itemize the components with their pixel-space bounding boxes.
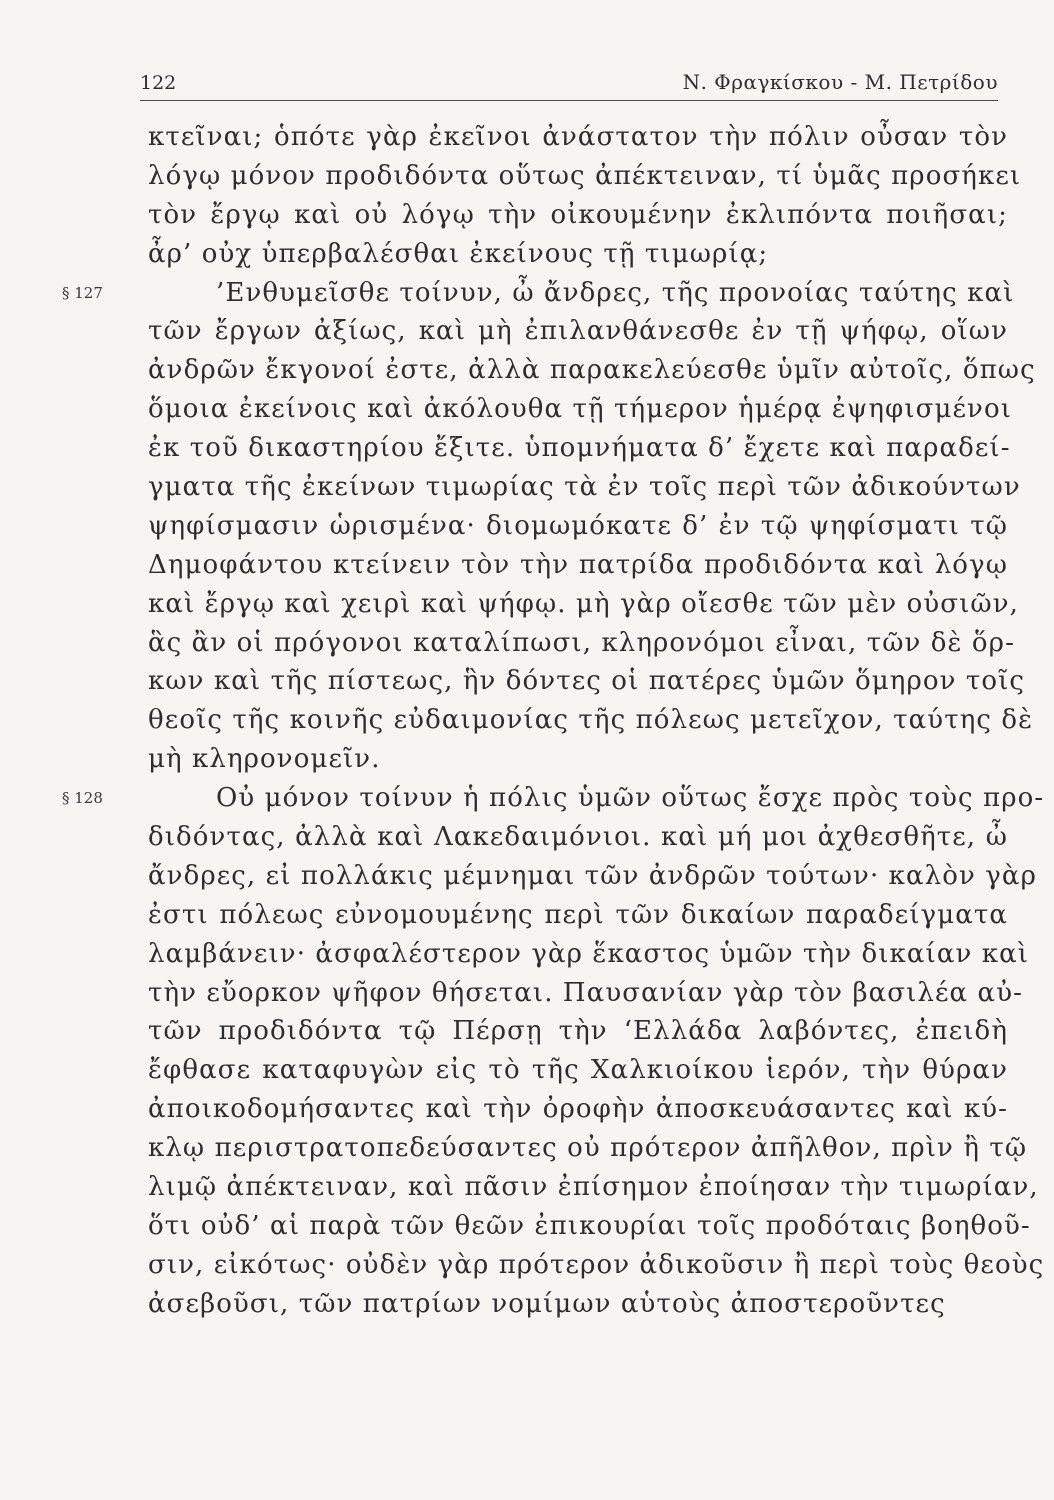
- text-line: κων καὶ τῆς πίστεως, ἣν δόντες οἱ πατέρες ὑμῶν ὅμηρον τοῖς: [148, 666, 1026, 697]
- text-line: ψηφίσμασιν ὡρισμένα· διομωμόκατε δ’ ἐν τῷ ψηφίσματι τῷ: [148, 510, 1008, 541]
- text-line: ’Ενθυμεῖσθε τοίνυν, ὦ ἄνδρες, τῆς προνοίας ταύτης καὶ: [216, 277, 1015, 308]
- text-line: ἔφθασε καταφυγὼν εἰς τὸ τῆς Χαλκιοίκου ἱερόν, τὴν θύραν: [148, 1055, 1008, 1086]
- text-line: κτεῖναι; ὁπότε γὰρ ἐκεῖνοι ἀνάστατον τὴν πόλιν οὖσαν τὸν: [148, 122, 1008, 152]
- text-line: σιν, εἰκότως· οὐδὲν γὰρ πρότερον ἀδικοῦσιν ἢ περὶ τοὺς θεοὺς: [148, 1249, 1045, 1280]
- text-line: ἐστι πόλεως εὐνομουμένης περὶ τῶν δικαίων παραδείγματα: [148, 899, 1008, 930]
- text-line: ἀνδρῶν ἔκγονοί ἐστε, ἀλλὰ παρακελεύεσθε ὑμῖν αὐτοῖς, ὅπως: [148, 355, 1036, 386]
- text-line: τὸν ἔργῳ καὶ οὐ λόγῳ τὴν οἰκουμένην ἐκλιπόντα ποιῆσαι;: [148, 199, 1008, 230]
- text-line: καὶ ἔργῳ καὶ χειρὶ καὶ ψήφῳ. μὴ γὰρ οἴεσθε τῶν μὲν οὐσιῶν,: [148, 588, 1019, 619]
- text-line: γματα τῆς ἐκείνων τιμωρίας τὰ ἐν τοῖς περὶ τῶν ἀδικούντων: [148, 472, 1021, 503]
- text-line: ἄνδρες, εἰ πολλάκις μέμνημαι τῶν ἀνδρῶν τούτων· καλὸν γὰρ: [148, 860, 1037, 891]
- text-line: τὴν εὔορκον ψῆφον θήσεται. Παυσανίαν γὰρ τὸν βασιλέα αὐ-: [148, 977, 1024, 1008]
- paragraph-128-start: [62, 779, 1045, 818]
- section-marker-128: § 128: [62, 789, 103, 808]
- section-marker-127: § 127: [62, 283, 103, 302]
- text-line: ἃς ἂν οἱ πρόγονοι καταλίπωσι, κληρονόμοι εἶναι, τῶν δὲ ὅρ-: [148, 627, 1015, 658]
- body-text: [62, 118, 1045, 1324]
- text-line: ὅτι οὐδ’ αἱ παρὰ τῶν θεῶν ἐπικουρίαι τοῖς προδόταις βοηθοῦ-: [148, 1210, 1031, 1241]
- text-line: μὴ κληρονομεῖν.: [148, 744, 381, 775]
- text-line: λαμβάνειν· ἀσφαλέστερον γὰρ ἕκαστος ὑμῶν τὴν δικαίαν καὶ: [148, 938, 1030, 969]
- text-line: κλῳ περιστρατοπεδεύσαντες οὐ πρότερον ἀπῆλθον, πρὶν ἢ τῷ: [148, 1133, 1028, 1164]
- text-line: ἆρ’ οὐχ ὑπερβαλέσθαι ἐκείνους τῇ τιμωρίᾳ;: [148, 238, 769, 269]
- text-line: ἀποικοδομήσαντες καὶ τὴν ὀροφὴν ἀποσκευάσαντες καὶ κύ-: [148, 1094, 1008, 1125]
- text-line: τῶν ἔργων ἀξίως, καὶ μὴ ἐπιλανθάνεσθε ἐν τῇ ψήφῳ, οἵων: [148, 316, 1008, 347]
- text-line: λόγῳ μόνον προδιδόντα οὕτως ἀπέκτειναν, τί ὑμᾶς προσήκει: [148, 160, 1022, 191]
- running-head: Ν. Φραγκίσκου - Μ. Πετρίδου: [682, 70, 998, 94]
- text-line: ὅμοια ἐκείνοις καὶ ἀκόλουθα τῇ τήμερον ἡμέρᾳ ἐψηφισμένοι: [148, 394, 1013, 425]
- page-number: 122: [140, 72, 177, 94]
- text-line: τῶν προδιδόντα τῷ Πέρσῃ τὴν ‘Ελλάδα λαβόντες, ἐπειδὴ: [148, 1016, 1008, 1047]
- text-line: Οὐ μόνον τοίνυν ἡ πόλις ὑμῶν οὕτως ἔσχε πρὸς τοὺς προ-: [216, 783, 1045, 814]
- paragraph-127-start: [62, 274, 1015, 313]
- text-line: Δημοφάντου κτείνειν τὸν τὴν πατρίδα προδιδόντα καὶ λόγῳ: [148, 549, 1008, 580]
- text-line: ἀσεβοῦσι, τῶν πατρίων νομίμων αὑτοὺς ἀποστεροῦντες: [148, 1288, 946, 1319]
- text-line: διδόντας, ἀλλὰ καὶ Λακεδαιμόνιοι. καὶ μή μοι ἀχθεσθῆτε, ὦ: [148, 822, 1008, 853]
- page-header: [140, 60, 998, 101]
- text-line: ἐκ τοῦ δικαστηρίου ἔξιτε. ὑπομνήματα δ’ ἔχετε καὶ παραδεί-: [148, 433, 1011, 464]
- text-line: θεοῖς τῆς κοινῆς εὐδαιμονίας τῆς πόλεως μετεῖχον, ταύτης δὲ: [148, 705, 1034, 736]
- text-line: λιμῷ ἀπέκτειναν, καὶ πᾶσιν ἐπίσημον ἐποίησαν τὴν τιμωρίαν,: [148, 1172, 1039, 1203]
